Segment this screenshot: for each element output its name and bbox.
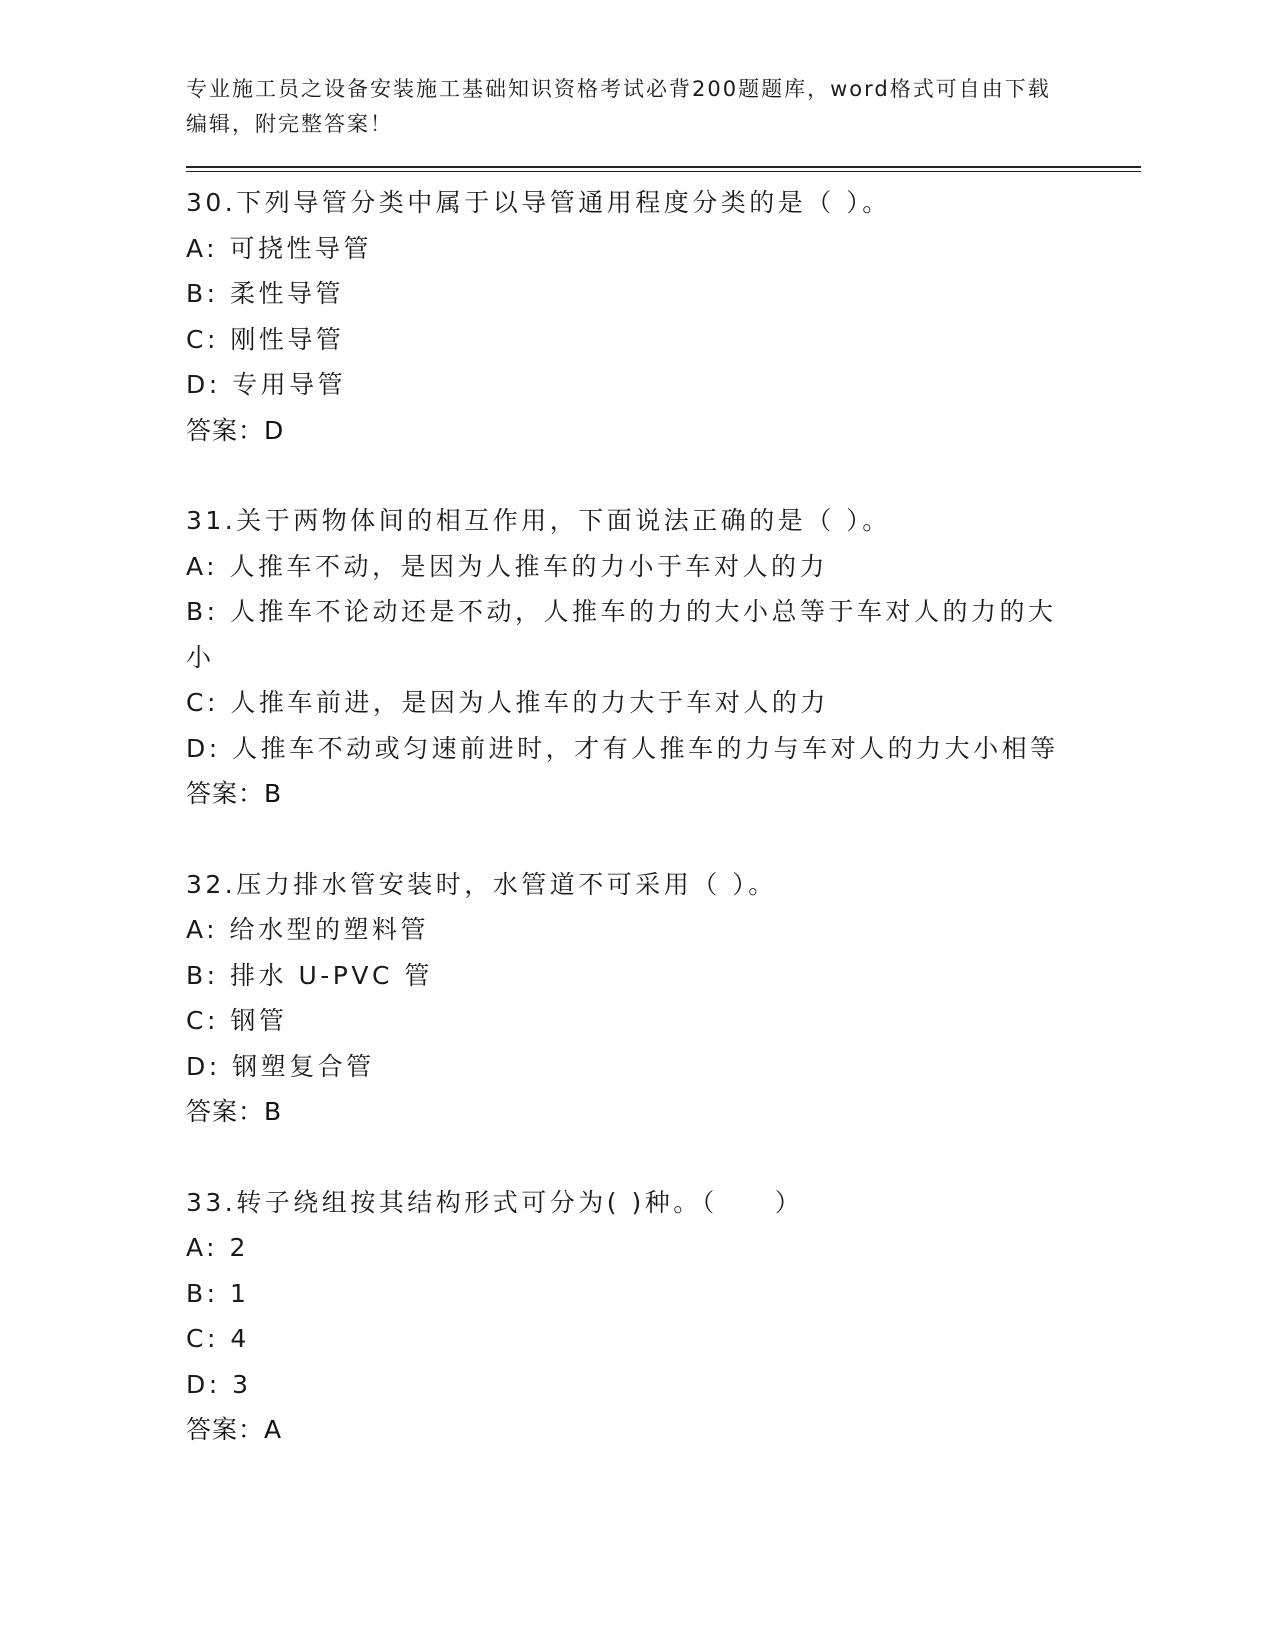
question-stem: 31.关于两物体间的相互作用，下面说法正确的是（ ）。: [186, 506, 891, 535]
option-b: B: 人推车不论动还是不动，人推车的力的大小总等于车对人的力的大小: [186, 597, 1057, 672]
answer-label: 答案：B: [186, 1097, 283, 1126]
option-c: C: 人推车前进，是因为人推车的力大于车对人的力: [186, 688, 829, 717]
option-d: D: 钢塑复合管: [186, 1051, 375, 1081]
option-a: A: 给水型的塑料管: [186, 915, 430, 944]
option-d: D: 专用导管: [186, 370, 347, 399]
option-c: C: 4: [186, 1324, 250, 1353]
question-stem: 32.压力排水管安装时，水管道不可采用（ ）。: [186, 869, 777, 899]
question-31: [186, 498, 1141, 817]
option-a: A: 可挠性导管: [186, 233, 373, 263]
answer-label: 答案：B: [186, 779, 283, 808]
document-header: 专业施工员之设备安装施工基础知识资格考试必背200题题库，word格式可自由下载编辑，附完整答案！: [186, 77, 1051, 136]
option-a: A: 2: [186, 1233, 249, 1262]
option-d: D: 人推车不动或匀速前进时，才有人推车的力与车对人的力大小相等: [186, 733, 1059, 763]
document-page: [186, 72, 1141, 1498]
question-30: [186, 180, 1141, 453]
option-b: B: 柔性导管: [186, 279, 345, 308]
question-32: [186, 862, 1141, 1135]
option-b: B: 1: [186, 1278, 250, 1308]
header-divider: [186, 166, 1141, 172]
option-b: B: 排水 U-PVC 管: [186, 960, 433, 990]
option-d: D: 3: [186, 1369, 252, 1399]
answer-label: 答案：D: [186, 415, 285, 445]
question-33: [186, 1180, 1141, 1453]
option-c: C: 刚性导管: [186, 324, 345, 354]
option-c: C: 钢管: [186, 1006, 288, 1035]
question-stem: 33.转子绕组按其结构形式可分为( )种。（ ）: [186, 1187, 804, 1217]
question-stem: 30.下列导管分类中属于以导管通用程度分类的是（ ）。: [186, 188, 891, 217]
answer-label: 答案：A: [186, 1415, 283, 1444]
option-a: A: 人推车不动，是因为人推车的力小于车对人的力: [186, 551, 829, 581]
question-list: [186, 180, 1141, 1453]
